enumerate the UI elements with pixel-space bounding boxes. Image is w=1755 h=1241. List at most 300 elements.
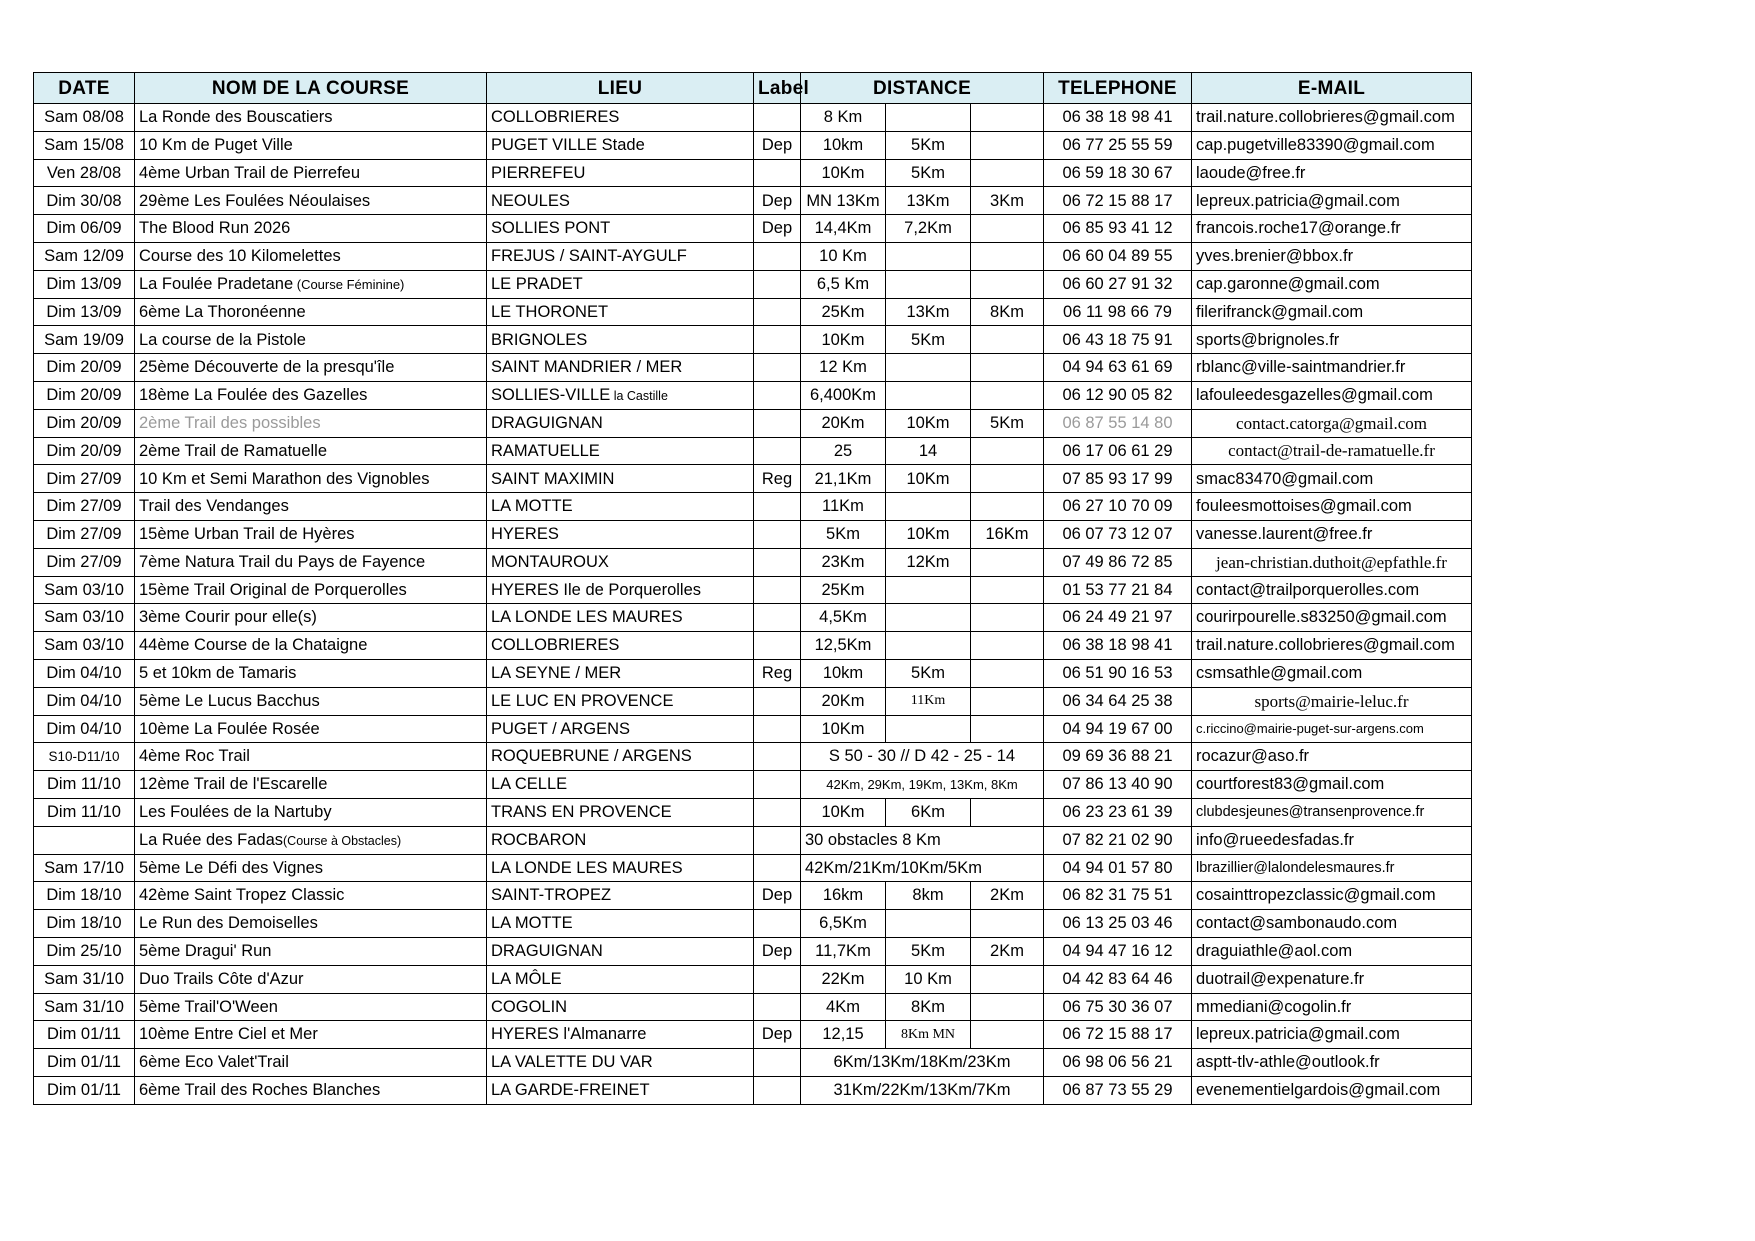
cell-telephone: 06 72 15 88 17 (1044, 1021, 1192, 1049)
cell-distance-3 (971, 993, 1044, 1021)
cell-date: Dim 06/09 (34, 215, 135, 243)
race-name-text: La Ronde des Bouscatiers (139, 108, 333, 127)
cell-distance-2 (886, 910, 971, 938)
cell-race-name (135, 882, 487, 910)
race-calendar-sheet (33, 72, 1471, 1105)
location-text: LA MÔLE (491, 969, 562, 988)
cell-location (487, 687, 754, 715)
cell-distance-2: 8Km (886, 993, 971, 1021)
table-row (34, 798, 1472, 826)
cell-distance-2: 8Km MN (886, 1021, 971, 1049)
cell-location (487, 548, 754, 576)
race-name-text: 3ème Courir pour elle(s) (139, 608, 317, 627)
cell-distance-1: 6,400Km (801, 381, 886, 409)
location-text: BRIGNOLES (491, 330, 588, 349)
cell-date (34, 826, 135, 854)
cell-location (487, 604, 754, 632)
race-name-text: 10ème Entre Ciel et Mer (139, 1025, 318, 1044)
cell-date: Sam 03/10 (34, 604, 135, 632)
cell-email: laoude@free.fr (1192, 159, 1472, 187)
table-header (34, 73, 1472, 104)
cell-location (487, 354, 754, 382)
cell-distance-3 (971, 326, 1044, 354)
cell-label (754, 326, 801, 354)
table-row (34, 437, 1472, 465)
cell-email: trail.nature.collobrieres@gmail.com (1192, 632, 1472, 660)
cell-race-name (135, 937, 487, 965)
cell-distance-2: 12Km (886, 548, 971, 576)
cell-location (487, 798, 754, 826)
cell-label: Dep (754, 187, 801, 215)
cell-telephone: 06 75 30 36 07 (1044, 993, 1192, 1021)
cell-telephone: 06 87 55 14 80 (1044, 409, 1192, 437)
cell-telephone: 06 59 18 30 67 (1044, 159, 1192, 187)
cell-location (487, 187, 754, 215)
cell-telephone: 06 60 04 89 55 (1044, 242, 1192, 270)
cell-label (754, 298, 801, 326)
cell-email: sports@brignoles.fr (1192, 326, 1472, 354)
cell-race-name (135, 131, 487, 159)
table-row (34, 465, 1472, 493)
cell-email: filerifranck@gmail.com (1192, 298, 1472, 326)
cell-distance-2: 8km (886, 882, 971, 910)
cell-distance-1: 4Km (801, 993, 886, 1021)
race-name-text: 25ème Découverte de la presqu'île (139, 358, 395, 377)
cell-distance-3: 5Km (971, 409, 1044, 437)
cell-location (487, 465, 754, 493)
location-text: MONTAUROUX (491, 552, 609, 571)
cell-location (487, 104, 754, 132)
cell-telephone: 04 94 19 67 00 (1044, 715, 1192, 743)
cell-race-name (135, 910, 487, 938)
cell-date: Dim 27/09 (34, 465, 135, 493)
race-name-text: 44ème Course de la Chataigne (139, 636, 368, 655)
table-row (34, 659, 1472, 687)
table-row (34, 576, 1472, 604)
cell-distance-1: 8 Km (801, 104, 886, 132)
cell-distance-2: 10Km (886, 465, 971, 493)
cell-distance-2: 6Km (886, 798, 971, 826)
table-row (34, 687, 1472, 715)
cell-email: draguiathle@aol.com (1192, 937, 1472, 965)
cell-telephone: 07 49 86 72 85 (1044, 548, 1192, 576)
race-name-text: 6ème Trail des Roches Blanches (139, 1081, 381, 1100)
table-row (34, 215, 1472, 243)
cell-label (754, 1076, 801, 1104)
cell-race-name (135, 632, 487, 660)
race-name-text: Duo Trails Côte d'Azur (139, 969, 304, 988)
table-row (34, 965, 1472, 993)
race-name-text: 5ème Le Défi des Vignes (139, 858, 324, 877)
race-name-text: 18ème La Foulée des Gazelles (139, 386, 368, 405)
cell-location (487, 1076, 754, 1104)
cell-email: vanesse.laurent@free.fr (1192, 520, 1472, 548)
cell-race-name (135, 326, 487, 354)
cell-distance-span: 31Km/22Km/13Km/7Km (801, 1076, 1044, 1104)
cell-email: clubdesjeunes@transenprovence.fr (1192, 798, 1472, 826)
table-row (34, 604, 1472, 632)
cell-email: lepreux.patricia@gmail.com (1192, 1021, 1472, 1049)
cell-distance-2 (886, 104, 971, 132)
location-text: LA VALETTE DU VAR (491, 1053, 653, 1072)
cell-distance-1: 5Km (801, 520, 886, 548)
cell-distance-3 (971, 131, 1044, 159)
cell-label (754, 743, 801, 771)
cell-race-name (135, 993, 487, 1021)
cell-telephone: 06 98 06 56 21 (1044, 1049, 1192, 1077)
cell-date: Dim 30/08 (34, 187, 135, 215)
cell-location (487, 993, 754, 1021)
cell-race-name (135, 771, 487, 799)
cell-email: jean-christian.duthoit@epfathle.fr (1192, 548, 1472, 576)
cell-telephone: 06 13 25 03 46 (1044, 910, 1192, 938)
cell-label (754, 798, 801, 826)
cell-telephone: 06 85 93 41 12 (1044, 215, 1192, 243)
cell-distance-1: 4,5Km (801, 604, 886, 632)
cell-distance-span: 42Km/21Km/10Km/5Km (801, 854, 1044, 882)
table-row (34, 187, 1472, 215)
cell-race-name (135, 104, 487, 132)
cell-distance-2: 13Km (886, 298, 971, 326)
cell-telephone: 06 38 18 98 41 (1044, 104, 1192, 132)
table-row (34, 993, 1472, 1021)
cell-distance-2: 11Km (886, 687, 971, 715)
cell-date: Dim 11/10 (34, 798, 135, 826)
cell-telephone: 04 42 83 64 46 (1044, 965, 1192, 993)
cell-location (487, 131, 754, 159)
race-name-text: 2ème Trail des possibles (139, 413, 321, 432)
cell-distance-2 (886, 604, 971, 632)
location-text: ROCBARON (491, 830, 587, 849)
location-text: PUGET VILLE Stade (491, 135, 645, 154)
cell-date: Dim 18/10 (34, 882, 135, 910)
race-name-text: 7ème Natura Trail du Pays de Fayence (139, 552, 426, 571)
table-row (34, 937, 1472, 965)
cell-distance-1: 23Km (801, 548, 886, 576)
cell-email: contact@trailporquerolles.com (1192, 576, 1472, 604)
cell-telephone: 04 94 47 16 12 (1044, 937, 1192, 965)
cell-email: info@rueedesfadas.fr (1192, 826, 1472, 854)
cell-date: Dim 20/09 (34, 409, 135, 437)
location-text: LA LONDE LES MAURES (491, 608, 683, 627)
cell-label (754, 104, 801, 132)
cell-label: Dep (754, 882, 801, 910)
cell-label (754, 242, 801, 270)
cell-date: Sam 15/08 (34, 131, 135, 159)
cell-email: duotrail@expenature.fr (1192, 965, 1472, 993)
cell-race-name (135, 965, 487, 993)
cell-location (487, 409, 754, 437)
cell-distance-1: 21,1Km (801, 465, 886, 493)
cell-email: courirpourelle.s83250@gmail.com (1192, 604, 1472, 632)
race-name-text: La Foulée Pradetane (139, 274, 294, 293)
cell-location (487, 965, 754, 993)
cell-distance-1: 6,5Km (801, 910, 886, 938)
cell-location (487, 215, 754, 243)
race-name-text: Course des 10 Kilomelettes (139, 247, 341, 266)
cell-telephone: 07 82 21 02 90 (1044, 826, 1192, 854)
cell-distance-1: 16km (801, 882, 886, 910)
cell-label (754, 354, 801, 382)
cell-date: Dim 18/10 (34, 910, 135, 938)
cell-distance-1: 25 (801, 437, 886, 465)
cell-telephone: 06 24 49 21 97 (1044, 604, 1192, 632)
table-row (34, 326, 1472, 354)
cell-label: Reg (754, 465, 801, 493)
cell-telephone: 06 72 15 88 17 (1044, 187, 1192, 215)
cell-label (754, 409, 801, 437)
cell-location (487, 381, 754, 409)
cell-distance-1: 22Km (801, 965, 886, 993)
cell-distance-1: 25Km (801, 576, 886, 604)
cell-telephone: 07 86 13 40 90 (1044, 771, 1192, 799)
cell-email: courtforest83@gmail.com (1192, 771, 1472, 799)
cell-location (487, 937, 754, 965)
cell-telephone: 06 34 64 25 38 (1044, 687, 1192, 715)
cell-distance-1: MN 13Km (801, 187, 886, 215)
table-row (34, 854, 1472, 882)
race-name-text: 5 et 10km de Tamaris (139, 664, 297, 683)
cell-distance-1: 10Km (801, 798, 886, 826)
cell-telephone: 06 07 73 12 07 (1044, 520, 1192, 548)
cell-distance-2: 13Km (886, 187, 971, 215)
table-row (34, 1049, 1472, 1077)
cell-email: cap.pugetville83390@gmail.com (1192, 131, 1472, 159)
cell-distance-1: 11,7Km (801, 937, 886, 965)
cell-date: Dim 27/09 (34, 548, 135, 576)
cell-email: asptt-tlv-athle@outlook.fr (1192, 1049, 1472, 1077)
cell-race-name (135, 576, 487, 604)
cell-distance-3 (971, 910, 1044, 938)
race-name-text: Le Run des Demoiselles (139, 914, 318, 933)
cell-distance-span: 42Km, 29Km, 19Km, 13Km, 8Km (801, 771, 1044, 799)
cell-telephone: 06 27 10 70 09 (1044, 493, 1192, 521)
location-text: HYERES l'Almanarre (491, 1025, 647, 1044)
cell-label (754, 437, 801, 465)
table-row (34, 1076, 1472, 1104)
location-text: LA CELLE (491, 775, 568, 794)
cell-email: csmsathle@gmail.com (1192, 659, 1472, 687)
cell-label (754, 632, 801, 660)
cell-location (487, 326, 754, 354)
cell-distance-1: 6,5 Km (801, 270, 886, 298)
cell-race-name (135, 187, 487, 215)
cell-race-name (135, 242, 487, 270)
cell-distance-3 (971, 576, 1044, 604)
location-text: COGOLIN (491, 997, 568, 1016)
cell-race-name (135, 1049, 487, 1077)
cell-location (487, 576, 754, 604)
cell-label (754, 993, 801, 1021)
cell-distance-2 (886, 715, 971, 743)
race-name-text: 5ème Le Lucus Bacchus (139, 691, 320, 710)
cell-distance-span: 30 obstacles 8 Km (801, 826, 1044, 854)
cell-telephone: 07 85 93 17 99 (1044, 465, 1192, 493)
location-text: LA MOTTE (491, 497, 573, 516)
cell-location (487, 520, 754, 548)
cell-date: Dim 27/09 (34, 520, 135, 548)
race-name-text: 29ème Les Foulées Néoulaises (139, 191, 371, 210)
cell-distance-3 (971, 493, 1044, 521)
cell-label: Reg (754, 659, 801, 687)
cell-distance-1: 25Km (801, 298, 886, 326)
cell-distance-1: 20Km (801, 409, 886, 437)
cell-label: Dep (754, 131, 801, 159)
cell-distance-2 (886, 242, 971, 270)
cell-distance-3: 2Km (971, 937, 1044, 965)
cell-distance-2: 5Km (886, 159, 971, 187)
cell-race-name (135, 437, 487, 465)
table-row (34, 493, 1472, 521)
race-name-text: 15ème Trail Original de Porquerolles (139, 580, 407, 599)
cell-email: sports@mairie-leluc.fr (1192, 687, 1472, 715)
cell-email: rocazur@aso.fr (1192, 743, 1472, 771)
cell-date: S10-D11/10 (34, 743, 135, 771)
cell-email: contact@sambonaudo.com (1192, 910, 1472, 938)
cell-label (754, 270, 801, 298)
cell-race-name (135, 715, 487, 743)
cell-email: cosainttropezclassic@gmail.com (1192, 882, 1472, 910)
cell-distance-3 (971, 604, 1044, 632)
race-name-text: La course de la Pistole (139, 330, 306, 349)
race-name-subtitle: (Course à Obstacles) (283, 833, 402, 848)
cell-date: Sam 03/10 (34, 632, 135, 660)
cell-location (487, 882, 754, 910)
cell-distance-2: 5Km (886, 131, 971, 159)
table-row (34, 910, 1472, 938)
table-row (34, 520, 1472, 548)
cell-telephone: 06 11 98 66 79 (1044, 298, 1192, 326)
cell-distance-2 (886, 493, 971, 521)
cell-location (487, 910, 754, 938)
location-text: DRAGUIGNAN (491, 942, 603, 961)
cell-distance-3 (971, 798, 1044, 826)
cell-distance-3: 3Km (971, 187, 1044, 215)
cell-distance-2: 7,2Km (886, 215, 971, 243)
race-calendar-table (33, 72, 1472, 1105)
cell-date: Dim 20/09 (34, 437, 135, 465)
cell-label (754, 576, 801, 604)
cell-distance-3 (971, 159, 1044, 187)
location-text: COLLOBRIERES (491, 108, 620, 127)
cell-location (487, 659, 754, 687)
cell-distance-span: 6Km/13Km/18Km/23Km (801, 1049, 1044, 1077)
location-text: TRANS EN PROVENCE (491, 803, 672, 822)
location-text: PIERREFEU (491, 163, 586, 182)
cell-date: Dim 04/10 (34, 687, 135, 715)
cell-race-name (135, 159, 487, 187)
cell-distance-1: 11Km (801, 493, 886, 521)
race-name-text: 6ème La Thoronéenne (139, 302, 306, 321)
cell-location (487, 159, 754, 187)
location-text: SOLLIES-VILLE (491, 386, 611, 405)
col-header-name: NOM DE LA COURSE (135, 73, 487, 104)
location-subtitle: la Castille (610, 389, 668, 404)
col-header-telephone: TELEPHONE (1044, 73, 1192, 104)
table-row (34, 242, 1472, 270)
race-name-text: 15ème Urban Trail de Hyères (139, 525, 355, 544)
cell-date: Ven 28/08 (34, 159, 135, 187)
cell-telephone: 06 38 18 98 41 (1044, 632, 1192, 660)
cell-distance-3 (971, 437, 1044, 465)
cell-distance-3 (971, 1021, 1044, 1049)
table-row (34, 104, 1472, 132)
location-text: SAINT-TROPEZ (491, 886, 612, 905)
cell-race-name (135, 854, 487, 882)
cell-race-name (135, 687, 487, 715)
cell-race-name (135, 520, 487, 548)
table-row (34, 882, 1472, 910)
cell-distance-3 (971, 632, 1044, 660)
cell-date: Sam 17/10 (34, 854, 135, 882)
cell-label (754, 687, 801, 715)
cell-location (487, 854, 754, 882)
table-row (34, 1021, 1472, 1049)
cell-distance-2 (886, 381, 971, 409)
race-name-text: La Ruée des Fadas (139, 830, 284, 849)
cell-date: Sam 19/09 (34, 326, 135, 354)
cell-distance-1: 12,5Km (801, 632, 886, 660)
table-row (34, 131, 1472, 159)
cell-distance-1: 12,15 (801, 1021, 886, 1049)
cell-race-name (135, 354, 487, 382)
cell-distance-3 (971, 687, 1044, 715)
table-row (34, 715, 1472, 743)
cell-telephone: 04 94 01 57 80 (1044, 854, 1192, 882)
cell-date: Dim 13/09 (34, 270, 135, 298)
cell-distance-1: 10Km (801, 715, 886, 743)
cell-email: mmediani@cogolin.fr (1192, 993, 1472, 1021)
cell-distance-1: 20Km (801, 687, 886, 715)
cell-race-name (135, 465, 487, 493)
cell-distance-3 (971, 242, 1044, 270)
cell-label: Dep (754, 937, 801, 965)
col-header-lieu: LIEU (487, 73, 754, 104)
cell-race-name (135, 1021, 487, 1049)
cell-distance-3 (971, 659, 1044, 687)
cell-telephone: 06 12 90 05 82 (1044, 381, 1192, 409)
cell-date: Sam 12/09 (34, 242, 135, 270)
table-row (34, 771, 1472, 799)
location-text: LA MOTTE (491, 914, 573, 933)
race-name-text: The Blood Run 2026 (139, 219, 291, 238)
cell-location (487, 715, 754, 743)
col-header-email: E-MAIL (1192, 73, 1472, 104)
cell-email: c.riccino@mairie-puget-sur-argens.com (1192, 715, 1472, 743)
cell-label (754, 715, 801, 743)
col-header-label: Label (754, 73, 801, 104)
cell-race-name (135, 659, 487, 687)
location-text: NEOULES (491, 191, 570, 210)
cell-distance-1: 10km (801, 659, 886, 687)
cell-telephone: 09 69 36 88 21 (1044, 743, 1192, 771)
cell-distance-2: 5Km (886, 326, 971, 354)
cell-location (487, 771, 754, 799)
table-row (34, 409, 1472, 437)
cell-race-name (135, 798, 487, 826)
race-name-text: Les Foulées de la Nartuby (139, 803, 332, 822)
location-text: DRAGUIGNAN (491, 413, 603, 432)
table-row (34, 298, 1472, 326)
cell-location (487, 270, 754, 298)
cell-date: Sam 31/10 (34, 993, 135, 1021)
cell-distance-3 (971, 715, 1044, 743)
cell-distance-1: 12 Km (801, 354, 886, 382)
table-body (34, 104, 1472, 1105)
cell-date: Dim 01/11 (34, 1049, 135, 1077)
cell-telephone: 01 53 77 21 84 (1044, 576, 1192, 604)
location-text: HYERES Ile de Porquerolles (491, 580, 702, 599)
